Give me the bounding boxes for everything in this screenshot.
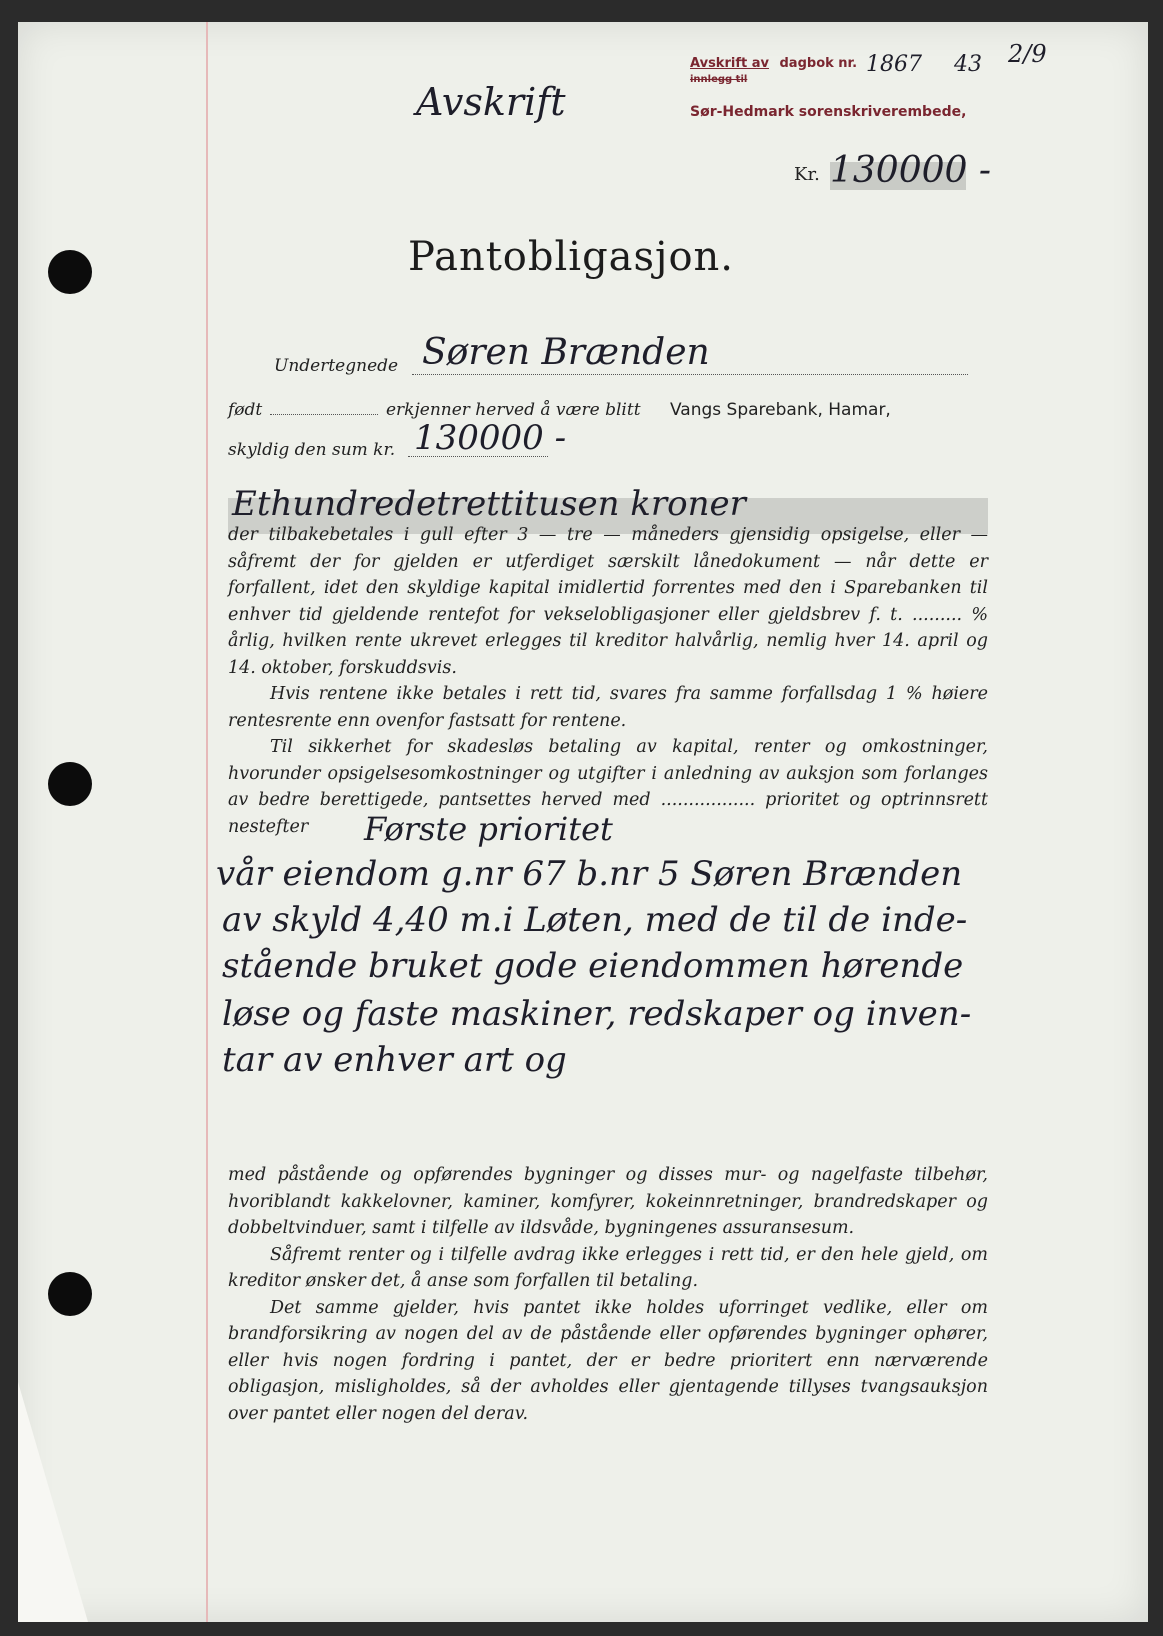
- stamp-dagbok-number: 1867: [866, 52, 922, 77]
- stamp-year: 43: [954, 52, 982, 77]
- margin-line: [206, 22, 208, 1622]
- stamp-line1: [690, 56, 857, 71]
- conditions-block: [228, 1162, 988, 1427]
- property-line-1: vår eiendom g.nr 67 b.nr 5 Søren Brænden: [216, 854, 963, 894]
- document-page: [18, 22, 1148, 1622]
- amount-words: Ethundredetrettitusen kroner: [232, 484, 746, 524]
- erkjenner-text: erkjenner herved å være blitt: [386, 400, 641, 420]
- amount-top: 130000 -: [830, 150, 992, 191]
- stamp-dagbok: dagbok nr.: [779, 56, 858, 71]
- terms-para3: Til sikkerhet for skadesløs betaling av kapital, renter og omkostninger, hvorunder opsigelsesomkostninger og utgifter i anledning av auksjon som forlanges av bedre berettigede, pantsettes herved med ................. prioritet og optrinnsrett nestefter: [228, 737, 988, 837]
- punch-hole: [48, 1272, 92, 1316]
- conditions-para2: Såfremt renter og i tilfelle avdrag ikke erlegges i rett tid, er den hele gjeld, om kreditor ønsker det, å anse som forfallen til betaling.: [228, 1244, 988, 1291]
- terms-block: [228, 522, 988, 840]
- name-dotted-line: [412, 374, 968, 375]
- property-line-2: av skyld 4,40 m.i Løten, med de til de inde-: [222, 900, 968, 940]
- amount-inline: 130000 -: [414, 418, 567, 458]
- handwritten-avskrift: Avskrift: [416, 80, 566, 124]
- skyldig-label: skyldig den sum kr.: [228, 440, 396, 460]
- stamp-office: Sør-Hedmark sorenskriverembede,: [690, 104, 967, 120]
- undertegnede-label: Undertegnede: [274, 356, 399, 376]
- property-line-3: stående bruket gode eiendommen hørende: [222, 946, 964, 986]
- property-line-5: tar av enhver art og: [222, 1040, 567, 1080]
- terms-para1: der tilbakebetales i gull efter 3 — tre — måneders gjensidig opsigelse, eller — såfremt der for gjelden er utferdiget særskilt lånedokument — når dette er forfallent, idet den skyldige kapital imidlertid forrentes med den i Sparebanken til enhver tid gjeldende rentefot for vekselobligasjoner eller gjeldsbrev f. t. ......... % årlig, hvilken rente ukrevet erlegges til kreditor halvårlig, nemlig hver 14. april og 14. oktober, forskuddsvis.: [228, 525, 988, 678]
- stamp-struck-text: innlegg til: [690, 74, 748, 85]
- torn-corner: [18, 1382, 88, 1622]
- punch-hole: [48, 762, 92, 806]
- stamp-date: 2/9: [1008, 40, 1047, 68]
- conditions-para3: Det samme gjelder, hvis pantet ikke holdes uforringet vedlike, eller om brandforsikring av nogen del av de påstående eller opførendes bygninger ophører, eller hvis nogen fordring i pantet, der er bedre prioritert enn nærværende obligasjon, misligholdes, så der avholdes eller gjentagende tillyses tvangsauksjon over pantet eller nogen del derav.: [228, 1297, 988, 1424]
- terms-para2: Hvis rentene ikke betales i rett tid, svares fra samme forfallsdag 1 % høiere rentesrente enn ovenfor fastsatt for rentene.: [228, 684, 988, 731]
- stamp-avskrift: Avskrift av: [690, 56, 769, 71]
- property-line-4: løse og faste maskiner, redskaper og inven-: [222, 994, 972, 1034]
- fodt-label: født: [228, 400, 263, 420]
- handwritten-priority: Første prioritet: [364, 810, 613, 848]
- kr-label: Kr.: [794, 164, 820, 185]
- document-title: Pantobligasjon.: [408, 234, 735, 280]
- punch-hole: [48, 250, 92, 294]
- fodt-dotted-line: [270, 414, 378, 415]
- handwritten-name: Søren Brænden: [422, 332, 710, 373]
- conditions-para1: med påstående og opførendes bygninger og disses mur- og nagelfaste tilbehør, hvoriblandt kakkelovner, kaminer, komfyrer, kokeinnretninger, brandredskaper og dobbeltvinduer, samt i tilfelle av ildsvåde, bygningenes assuransesum.: [228, 1165, 988, 1238]
- bank-name: Vangs Sparebank, Hamar,: [670, 400, 891, 420]
